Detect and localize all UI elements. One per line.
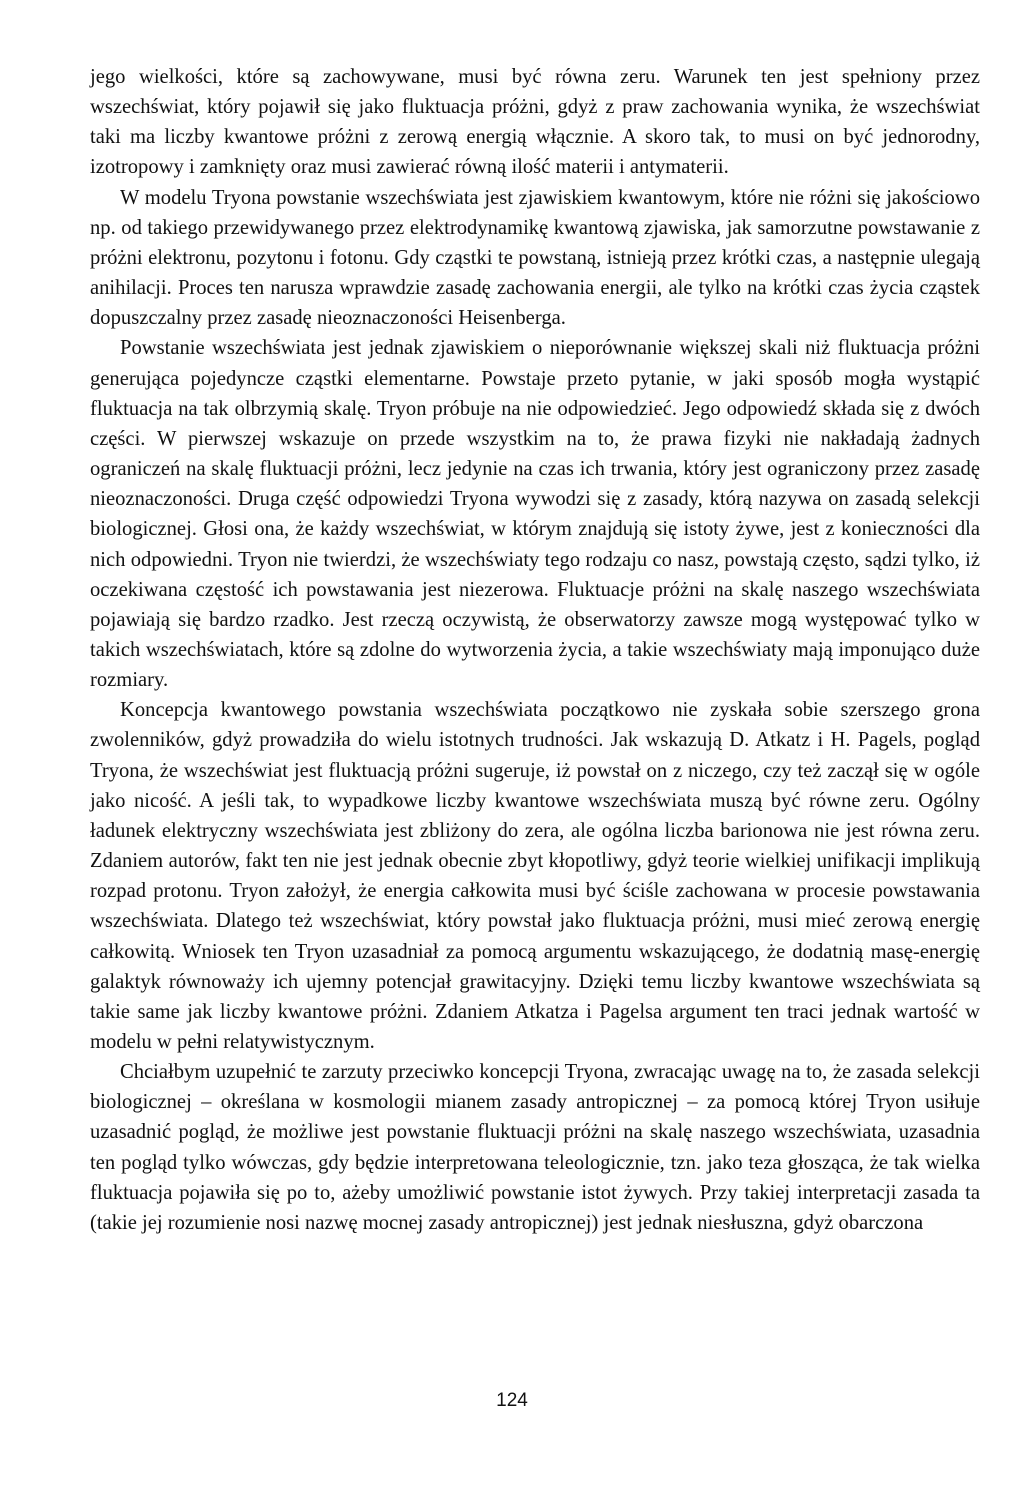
page-number: 124 bbox=[496, 1390, 528, 1411]
paragraph-1: jego wielkości, które są zachowywane, musi być równa zeru. Warunek ten jest spełniony przez wszechświat, który pojawił się jako fluktuacja próżni, gdyż z praw zachowania wynika, że wszechświat taki ma liczby kwantowe próżni z zerową energią włącznie. A skoro tak, to musi on być jednorodny, izotropowy i zamknięty oraz musi zawierać równą ilość materii i antymaterii. bbox=[90, 66, 980, 179]
paragraph-3: Powstanie wszechświata jest jednak zjawiskiem o nieporównanie większej skali niż fluktuacja próżni generująca pojedyncze cząstki elementarne. Powstaje przeto pytanie, w jaki sposób mogła wystąpić fluktuacja na tak olbrzymią skalę. Tryon próbuje na nie odpowiedzieć. Jego odpowiedź składa się z dwóch części. W pierwszej wskazuje on przede wszystkim na to, że prawa fizyki nie nakładają żadnych ograniczeń na skalę fluktuacji próżni, lecz jedynie na czas ich trwania, który jest ograniczony przez zasadę nieoznaczoności. Druga część odpowiedzi Tryona wywodzi się z zasady, którą nazywa on zasadą selekcji biologicznej. Głosi ona, że każdy wszechświat, w którym znajdują się istoty żywe, jest z konieczności dla nich odpowiedni. Tryon nie twierdzi, że wszechświaty tego rodzaju co nasz, powstają często, sądzi tylko, iż oczekiwana częstość ich powstawania jest niezerowa. Fluktuacje próżni na skalę naszego wszechświata pojawiają się bardzo rzadko. Jest rzeczą oczywistą, że obserwatorzy zawsze mogą występować tylko w takich wszechświatach, które są zdolne do wytworzenia życia, a takie wszechświaty mają imponująco duże rozmiary. bbox=[90, 337, 980, 692]
paragraph-2: W modelu Tryona powstanie wszechświata jest zjawiskiem kwantowym, które nie różni się jakościowo np. od takiego przewidywanego przez elektrodynamikę kwantową zjawiska, jak samorzutne powstawanie z próżni elektronu, pozytonu i fotonu. Gdy cząstki te powstaną, istnieją przez krótki czas, a następnie ulegają anihilacji. Proces ten narusza wprawdzie zasadę zachowania energii, ale tylko na krótki czas życia cząstek dopuszczalny przez zasadę nieoznaczoności Heisenberga. bbox=[90, 186, 980, 330]
body-text bbox=[90, 62, 980, 1238]
paragraph-4: Koncepcja kwantowego powstania wszechświata początkowo nie zyskała sobie szerszego grona zwolenników, gdyż prowadziła do wielu istotnych trudności. Jak wskazują D. Atkatz i H. Pagels, pogląd Tryona, że wszechświat jest fluktuacją próżni sugeruje, iż powstał on z niczego, czy też zaczął się w ogóle jako nicość. A jeśli tak, to wypadkowe liczby kwantowe wszechświata muszą być równe zeru. Ogólny ładunek elektryczny wszechświata jest zbliżony do zera, ale ogólna liczba barionowa nie jest równa zeru. Zdaniem autorów, fakt ten nie jest jednak obecnie zbyt kłopotliwy, gdyż teorie wielkiej unifikacji implikują rozpad protonu. Tryon założył, że energia całkowita musi być ściśle zachowana w procesie powstawania wszechświata. Dlatego też wszechświat, który powstał jako fluktuacja próżni, musi mieć zerową energię całkowitą. Wniosek ten Tryon uzasadniał za pomocą argumentu wskazującego, że dodatnią masę-energię galaktyk równoważy ich ujemny potencjał grawitacyjny. Dzięki temu liczby kwantowe wszechświata są takie same jak liczby kwantowe próżni. Zdaniem Atkatza i Pagelsa argument ten traci jednak wartość w modelu w pełni relatywistycznym. bbox=[90, 699, 980, 1053]
paragraph-5: Chciałbym uzupełnić te zarzuty przeciwko koncepcji Tryona, zwracając uwagę na to, że zasada selekcji biologicznej – określana w kosmologii mianem zasady antropicznej – za pomocą której Tryon usiłuje uzasadnić pogląd, że możliwe jest powstanie fluktuacji próżni na skalę naszego wszechświata, uzasadnia ten pogląd tylko wówczas, gdy będzie interpretowana teleologicznie, tzn. jako teza głosząca, że tak wielka fluktuacja pojawiła się po to, ażeby umożliwić powstanie istot żywych. Przy takiej interpretacji zasada ta (takie jej rozumienie nosi nazwę mocnej zasady antropicznej) jest jednak niesłuszna, gdyż obarczona bbox=[90, 1061, 980, 1234]
